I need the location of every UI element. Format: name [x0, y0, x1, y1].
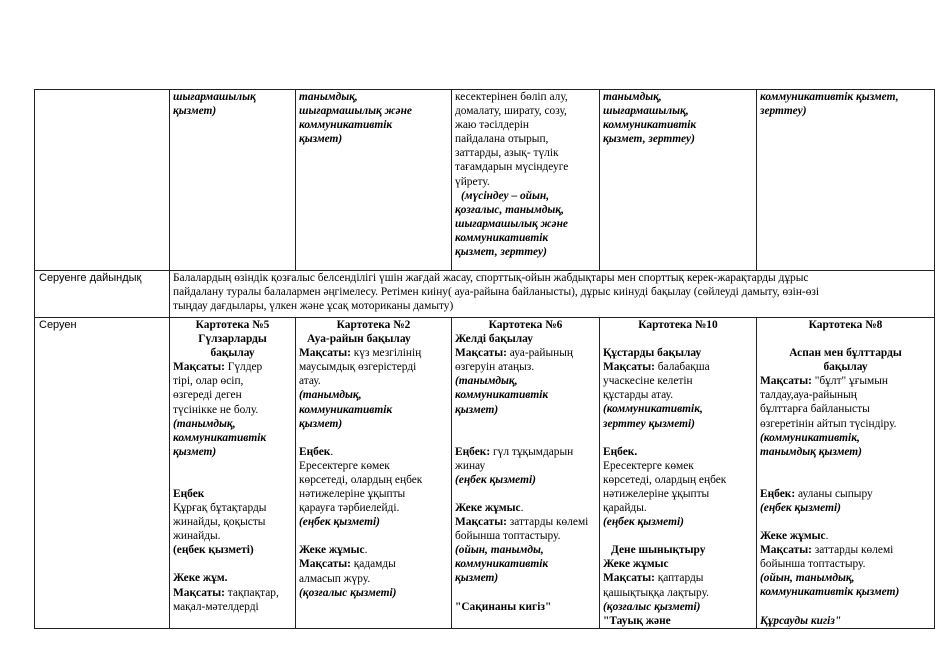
walk-preparation-row	[35, 271, 935, 318]
cell-col3: кесектерінен бөліп алу, домалату, ширату, созу, жаю тәсілдерін пайдалана отырып, заттарды, азық- түлік тағамдарын мүсіндеуге үйрету. (мүсіндеу – ойын, қозғалыс, танымдық, шығармашылық және коммуникативтік қызмет, зерттеу)	[452, 90, 600, 271]
card-6-cell: Картотека №6 Желді бақылау Мақсаты: ауа-райының өзгеруін атаңыз. (танымдық, коммуникативтік қызмет) Еңбек: гүл тұқымдарын жинау (еңбек қызметі) Жеке жұмыс. Мақсаты: заттарды көлемі бойынша топтастыру. (ойын, танымды, коммуникативтік қызмет) "Сақинаны кигіз"	[452, 318, 600, 629]
card-10-cell: Картотека №10 Құстарды бақылау Мақсаты: балабақша учаскесіне келетін құстарды атау. (коммуникативтік, зерттеу қызметі) Еңбек. Ересектерге көмек көрсетеді, олардың еңбек нәтижелеріне ұқыпты қарайды. (еңбек қызметі) Дене шынықтыру Жеке жұмыс Мақсаты: қаптарды қашықтыққа лақтыру. (қозғалыс қызметі) "Тауық және	[600, 318, 757, 629]
cell-col4: танымдық, шығармашылық, коммуникативтік қызмет, зерттеу)	[600, 90, 757, 271]
card-8-cell: Картотека №8 Аспан мен бұлттарды бақылау Мақсаты: "бұлт" ұғымын талдау,ауа-райының бұлттарға байланысты өзгеретінін айтып түсіндіру. (коммуникативтік, танымдық қызмет) Еңбек: ауланы сыпыру (еңбек қызметі) Жеке жұмыс. Мақсаты: заттарды көлемі бойынша топтастыру. (ойын, танымдық, коммуникативтік қызмет) Құрсауды кигіз"	[757, 318, 935, 629]
cell-col1: шығармашылық қызмет)	[170, 90, 296, 271]
empty-label-cell	[35, 90, 170, 271]
cell-col5: коммуникативтік қызмет, зерттеу)	[757, 90, 935, 271]
continuation-row	[35, 90, 935, 271]
walk-preparation-text: Балалардың өзіндік қозғалыс белсенділігі үшін жағдай жасау, спорттық-ойын жабдықтары мен спорттық керек-жарақтарды дұрыс пайдалану туралы балалармен әңгімелесу. Ретімен киіну( ауа-райына байланысты), дұрыс киінуді бақылау (сөйлеуді дамыту, өзін-өзі тыңдау дағдылары, үлкен және ұсақ моториканы дамыту)	[170, 271, 935, 318]
card-2-cell: Картотека №2 Ауа-райын бақылау Мақсаты: күз мезгілінің маусымдық өзгерістерді атау. (танымдық, коммуникативтік қызмет) Еңбек. Ересектерге көмек көрсетеді, олардың еңбек нәтижелеріне ұқыпты қарауға тәрбиелейді. (еңбек қызметі) Жеке жұмыс. Мақсаты: қадамды алмасып жүру. (қозғалыс қызметі)	[296, 318, 452, 629]
row-label: Серуен	[35, 318, 170, 629]
walk-row	[35, 318, 935, 629]
row-label: Серуенге дайындық	[35, 271, 170, 318]
schedule-table	[34, 89, 935, 629]
cell-col2: танымдық, шығармашылық және коммуникативтік қызмет)	[296, 90, 452, 271]
card-5-cell: Картотека №5 Гүлзарларды бақылау Мақсаты: Гүлдер тірі, олар өсіп, өзгереді деген түсінікке не болу. (танымдық, коммуникативтік қызмет) Еңбек Құрғақ бұтақтарды жинайды, қоқысты жинайды. (еңбек қызметі) Жеке жұм. Мақсаты: тақпақтар, мақал-мәтелдерді	[170, 318, 296, 629]
